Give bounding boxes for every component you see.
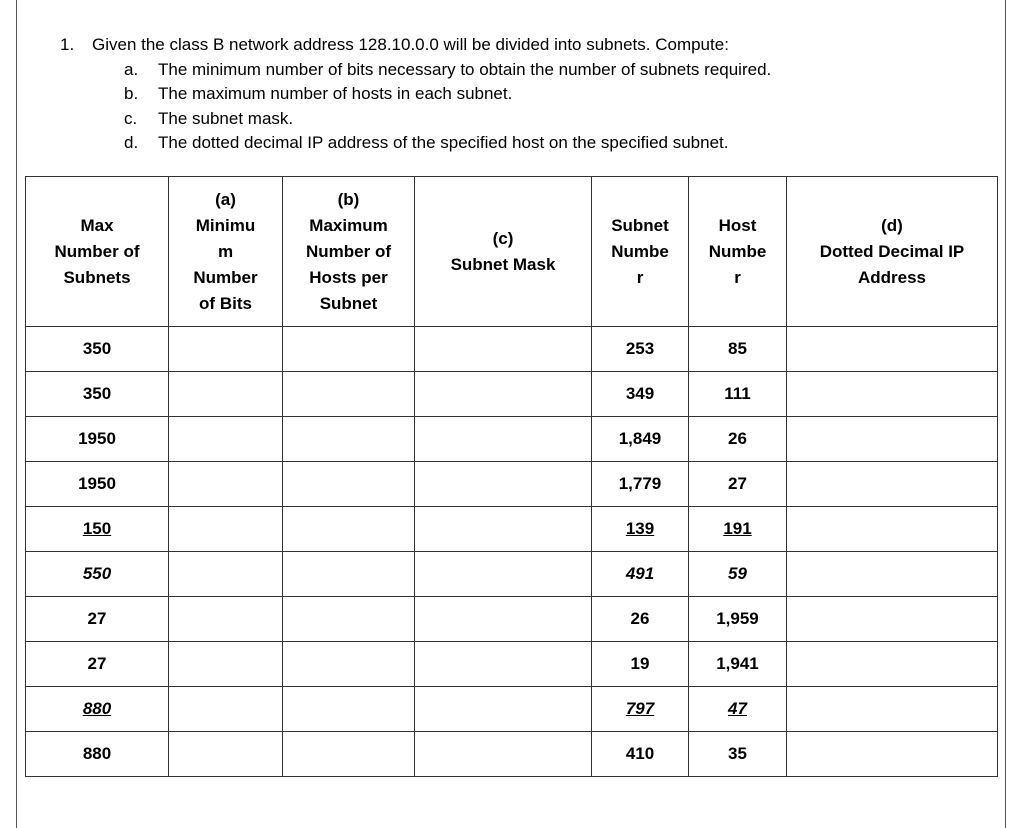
cell-max-hosts[interactable]	[283, 327, 415, 372]
cell-max-subnets-value: 1950	[78, 429, 116, 448]
table-row	[26, 732, 998, 777]
cell-host-number	[689, 552, 787, 597]
cell-subnet-number-value: 1,779	[618, 474, 662, 493]
cell-dotted-ip[interactable]	[787, 372, 998, 417]
cell-host-number-value: 47	[728, 699, 747, 718]
page-border-right	[1005, 0, 1006, 828]
cell-max-subnets-value: 1950	[78, 474, 116, 493]
header-row	[26, 177, 998, 327]
cell-max-subnets-value: 350	[82, 384, 112, 403]
cell-subnet-number-value: 253	[625, 339, 655, 358]
cell-max-subnets	[26, 327, 169, 372]
cell-subnet-number	[592, 507, 689, 552]
cell-subnet-number-value: 19	[630, 654, 650, 673]
cell-max-subnets-value: 550	[82, 564, 112, 583]
cell-subnet-number	[592, 642, 689, 687]
header-host-number: Host Numbe r	[689, 177, 787, 327]
table-row	[26, 417, 998, 462]
cell-subnet-mask[interactable]	[415, 642, 592, 687]
cell-max-subnets	[26, 732, 169, 777]
cell-subnet-number-value: 349	[625, 384, 655, 403]
cell-min-bits[interactable]	[169, 552, 283, 597]
cell-min-bits[interactable]	[169, 372, 283, 417]
cell-min-bits[interactable]	[169, 642, 283, 687]
page-border-left	[16, 0, 17, 828]
cell-max-subnets-value: 880	[82, 744, 112, 763]
header-max-hosts: (b) Maximum Number of Hosts per Subnet	[283, 177, 415, 327]
cell-max-hosts[interactable]	[283, 642, 415, 687]
cell-subnet-mask[interactable]	[415, 327, 592, 372]
cell-host-number-value: 1,959	[716, 609, 759, 628]
cell-subnet-number	[592, 462, 689, 507]
cell-subnet-number	[592, 732, 689, 777]
cell-host-number-value: 1,941	[716, 654, 759, 673]
cell-dotted-ip[interactable]	[787, 327, 998, 372]
question-block	[60, 33, 771, 156]
cell-max-subnets	[26, 372, 169, 417]
cell-subnet-mask[interactable]	[415, 687, 592, 732]
cell-max-subnets-value: 880	[82, 699, 112, 718]
cell-subnet-number-value: 139	[625, 519, 655, 538]
cell-host-number	[689, 417, 787, 462]
subnet-table	[25, 176, 998, 777]
table-row	[26, 462, 998, 507]
cell-host-number	[689, 372, 787, 417]
cell-dotted-ip[interactable]	[787, 642, 998, 687]
table-row	[26, 597, 998, 642]
question-main	[60, 33, 771, 58]
cell-max-hosts[interactable]	[283, 507, 415, 552]
cell-subnet-number	[592, 417, 689, 462]
cell-min-bits[interactable]	[169, 507, 283, 552]
cell-subnet-mask[interactable]	[415, 597, 592, 642]
table-row	[26, 327, 998, 372]
cell-host-number-value: 35	[728, 744, 747, 763]
cell-dotted-ip[interactable]	[787, 597, 998, 642]
header-dotted-ip: (d) Dotted Decimal IP Address	[787, 177, 998, 327]
cell-subnet-mask[interactable]	[415, 372, 592, 417]
cell-host-number	[689, 597, 787, 642]
header-min-bits: (a) Minimu m Number of Bits	[169, 177, 283, 327]
cell-max-hosts[interactable]	[283, 417, 415, 462]
cell-subnet-number	[592, 327, 689, 372]
cell-max-hosts[interactable]	[283, 687, 415, 732]
cell-max-subnets-value: 350	[82, 339, 112, 358]
header-max-subnets: Max Number of Subnets	[26, 177, 169, 327]
header-subnet-number: Subnet Numbe r	[592, 177, 689, 327]
cell-min-bits[interactable]	[169, 462, 283, 507]
cell-max-subnets	[26, 552, 169, 597]
cell-min-bits[interactable]	[169, 597, 283, 642]
cell-host-number-value: 26	[728, 429, 747, 448]
cell-max-subnets	[26, 687, 169, 732]
cell-host-number-value: 111	[724, 384, 751, 403]
cell-max-subnets	[26, 642, 169, 687]
cell-max-hosts[interactable]	[283, 552, 415, 597]
cell-subnet-number-value: 410	[625, 744, 655, 763]
table-row	[26, 372, 998, 417]
cell-max-subnets-value: 27	[87, 654, 107, 673]
header-subnet-mask: (c) Subnet Mask	[415, 177, 592, 327]
cell-max-hosts[interactable]	[283, 732, 415, 777]
cell-subnet-number-value: 26	[630, 609, 650, 628]
cell-max-subnets-value: 150	[82, 519, 112, 538]
question-part-b: b. The maximum number of hosts in each subnet.	[124, 84, 513, 103]
cell-subnet-mask[interactable]	[415, 507, 592, 552]
cell-subnet-number	[592, 372, 689, 417]
cell-subnet-number	[592, 552, 689, 597]
cell-dotted-ip[interactable]	[787, 462, 998, 507]
cell-max-subnets	[26, 462, 169, 507]
cell-subnet-number-value: 491	[625, 564, 655, 583]
cell-dotted-ip[interactable]	[787, 732, 998, 777]
question-part-a: a. The minimum number of bits necessary to obtain the number of subnets required.	[124, 59, 772, 79]
cell-min-bits[interactable]	[169, 417, 283, 462]
cell-max-hosts[interactable]	[283, 372, 415, 417]
table-row	[26, 687, 998, 732]
table-row	[26, 552, 998, 597]
cell-min-bits[interactable]	[169, 687, 283, 732]
cell-host-number-value: 191	[723, 519, 752, 538]
cell-dotted-ip[interactable]	[787, 687, 998, 732]
cell-host-number	[689, 507, 787, 552]
cell-max-subnets-value: 27	[87, 609, 107, 628]
cell-max-subnets	[26, 507, 169, 552]
question-text: Given the class B network address 128.10.0.0 will be divided into subnets. Compute:	[92, 35, 729, 54]
cell-subnet-number-value: 797	[625, 699, 655, 718]
question-number: 1.	[60, 35, 75, 54]
cell-host-number	[689, 462, 787, 507]
question-part-c: c. The subnet mask.	[124, 108, 294, 128]
cell-dotted-ip[interactable]	[787, 552, 998, 597]
cell-subnet-mask[interactable]	[415, 462, 592, 507]
cell-host-number	[689, 732, 787, 777]
cell-host-number	[689, 642, 787, 687]
cell-subnet-number-value: 1,849	[618, 429, 662, 448]
cell-dotted-ip[interactable]	[787, 507, 998, 552]
question-part-d: d. The dotted decimal IP address of the specified host on the specified subnet.	[124, 133, 729, 152]
cell-host-number	[689, 327, 787, 372]
cell-max-subnets	[26, 417, 169, 462]
cell-subnet-mask[interactable]	[415, 552, 592, 597]
cell-subnet-number	[592, 687, 689, 732]
cell-host-number-value: 59	[728, 564, 747, 583]
cell-host-number-value: 27	[728, 474, 747, 493]
table-row	[26, 507, 998, 552]
cell-min-bits[interactable]	[169, 732, 283, 777]
cell-min-bits[interactable]	[169, 327, 283, 372]
cell-host-number-value: 85	[728, 339, 747, 358]
cell-dotted-ip[interactable]	[787, 417, 998, 462]
cell-host-number	[689, 687, 787, 732]
table-row	[26, 642, 998, 687]
cell-max-hosts[interactable]	[283, 462, 415, 507]
cell-max-hosts[interactable]	[283, 597, 415, 642]
cell-subnet-mask[interactable]	[415, 732, 592, 777]
cell-max-subnets	[26, 597, 169, 642]
cell-subnet-number	[592, 597, 689, 642]
cell-subnet-mask[interactable]	[415, 417, 592, 462]
